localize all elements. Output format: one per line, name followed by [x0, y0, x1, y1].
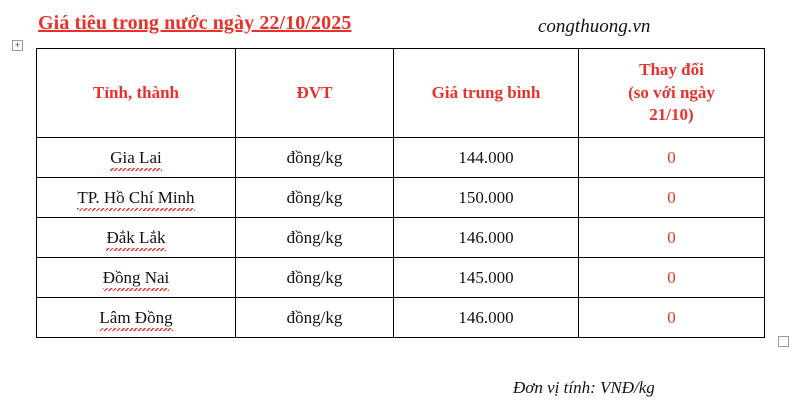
- province-name: Đồng Nai: [102, 267, 170, 287]
- table-row: [37, 218, 765, 258]
- cell-average-price: 146.000: [394, 298, 579, 338]
- cell-province: [37, 178, 236, 218]
- table-move-handle[interactable]: +: [12, 40, 23, 51]
- table-row: [37, 138, 765, 178]
- province-name: Đắk Lắk: [106, 227, 166, 247]
- column-header-change-line3: 21/10): [649, 105, 694, 125]
- cell-average-price: 146.000: [394, 218, 579, 258]
- cell-province: [37, 138, 236, 178]
- column-header-average-price-line1: Giá trung bình: [431, 82, 541, 102]
- cell-province: [37, 298, 236, 338]
- cell-province: [37, 218, 236, 258]
- column-header-change: [579, 49, 765, 138]
- column-header-change-line2: (so với ngày: [628, 82, 715, 102]
- cell-change: 0: [579, 138, 765, 178]
- province-name: Lâm Đồng: [99, 307, 173, 327]
- cell-unit: đồng/kg: [236, 298, 394, 338]
- price-table: [36, 48, 765, 338]
- table-header-row: [37, 49, 765, 138]
- cell-unit: đồng/kg: [236, 138, 394, 178]
- province-name: Gia Lai: [110, 147, 162, 167]
- table-row: [37, 178, 765, 218]
- cell-unit: đồng/kg: [236, 258, 394, 298]
- page-title: Giá tiêu trong nước ngày 22/10/2025: [38, 12, 352, 34]
- cell-province: [37, 258, 236, 298]
- column-header-province: [37, 49, 236, 138]
- column-header-change-line1: Thay đổi: [639, 59, 704, 79]
- source-attribution: congthuong.vn: [538, 16, 651, 37]
- cell-change: 0: [579, 218, 765, 258]
- unit-note: Đơn vị tính: VNĐ/kg: [513, 378, 655, 397]
- table-row: [37, 258, 765, 298]
- cell-average-price: 144.000: [394, 138, 579, 178]
- table-resize-handle[interactable]: [778, 336, 789, 347]
- column-header-unit-line1: ĐVT: [296, 82, 333, 102]
- province-name: TP. Hồ Chí Minh: [77, 187, 195, 207]
- column-header-average-price: [394, 49, 579, 138]
- cell-change: 0: [579, 298, 765, 338]
- cell-unit: đồng/kg: [236, 218, 394, 258]
- cell-change: 0: [579, 258, 765, 298]
- cell-unit: đồng/kg: [236, 178, 394, 218]
- cell-average-price: 150.000: [394, 178, 579, 218]
- table-row: [37, 298, 765, 338]
- cell-change: 0: [579, 178, 765, 218]
- cell-average-price: 145.000: [394, 258, 579, 298]
- column-header-unit: [236, 49, 394, 138]
- column-header-province-line1: Tỉnh, thành: [93, 82, 179, 102]
